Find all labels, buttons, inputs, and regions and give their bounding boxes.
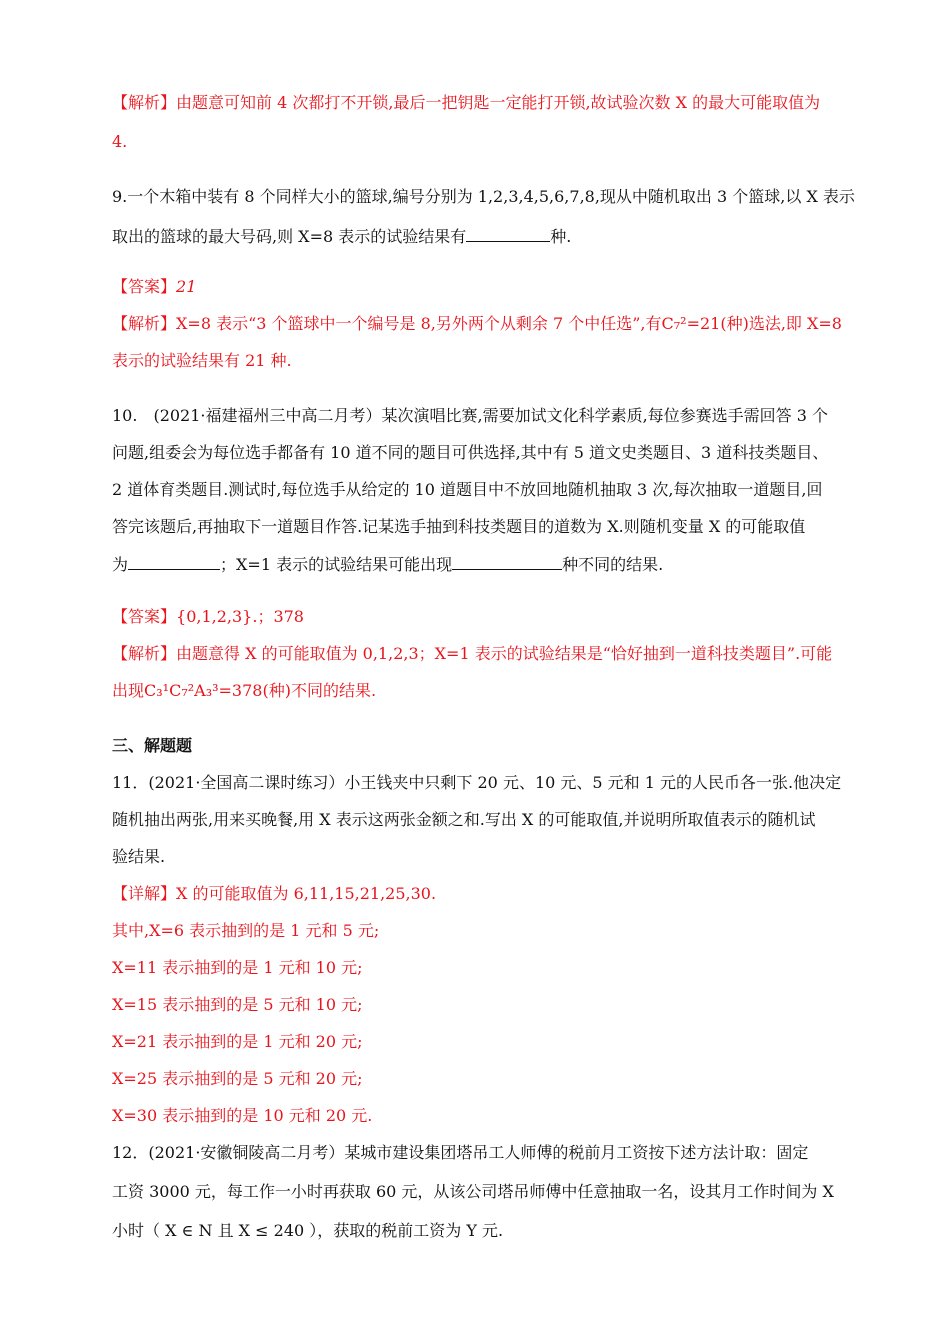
q10-line5-prefix: 为 [112,555,129,574]
detail-text: X 的可能取值为 6,11,15,21,25,30. [176,884,437,903]
jiexi-text: 由题意得 X 的可能取值为 0,1,2,3；X=1 表示的试验结果是“恰好抽到一道科技类题目”.可能 [176,644,833,663]
answer-value: 21 [176,277,197,296]
q12-line1: 12．(2021·安徽铜陵高二月考）某城市建设集团塔吊工人师傅的税前月工资按下述方法计取：固定 [112,1143,809,1162]
q11-line2: 随机抽出两张,用来买晚餐,用 X 表示这两张金额之和.写出 X 的可能取值,并说明所取值表示的随机试 [112,810,816,829]
q12-line3: 小时（ X ∈ N 且 X ≤ 240 ），获取的税前工资为 Y 元. [112,1221,504,1240]
q11-detail-item: X=11 表示抽到的是 1 元和 10 元; [112,958,363,977]
q9-line2 [112,225,847,248]
q10-line5-middle: ；X=1 表示的试验结果可能出现 [220,555,453,574]
answer-blank [452,553,562,570]
q10-line2: 问题,组委会为每位选手都备有 10 道不同的题目可供选择,其中有 5 道文史类题目、3 道科技类题目、 [112,443,829,462]
q11-detail-line1 [112,883,847,905]
q11-line3: 验结果. [112,847,166,866]
q11-detail-item: 其中,X=6 表示抽到的是 1 元和 5 元; [112,921,380,940]
q10-answer [112,606,847,628]
section-heading: 三、解题题 [112,736,193,755]
answer-label: 【答案】 [112,607,177,626]
jiexi-label: 【解析】 [112,93,177,112]
jiexi-label: 【解析】 [112,644,177,663]
answer-value: {0,1,2,3}.；378 [176,607,304,626]
q9-answer [112,276,847,298]
q10-jiexi-line1 [112,643,847,665]
q8-jiexi-line1 [112,92,847,114]
q10-line5 [112,553,847,576]
detail-label: 【详解】 [112,884,177,903]
q9-jiexi-line1 [112,313,847,335]
q10-line3: 2 道体育类题目.测试时,每位选手从给定的 10 道题目中不放回地随机抽取 3 次,每次抽取一道题目,回 [112,480,823,499]
answer-label: 【答案】 [112,277,177,296]
q9-jiexi-line2: 表示的试验结果有 21 种. [112,351,292,370]
jiexi-text: 由题意可知前 4 次都打不开锁,最后一把钥匙一定能打开锁,故试验次数 X 的最大可能取值为 [176,93,821,112]
answer-blank [466,225,550,242]
q8-jiexi-line2: 4. [112,132,128,151]
q11-detail-item: X=21 表示抽到的是 1 元和 20 元; [112,1032,363,1051]
q9-line1: 9.一个木箱中装有 8 个同样大小的篮球,编号分别为 1,2,3,4,5,6,7,8,现从中随机取出 3 个篮球,以 X 表示 [112,187,855,206]
q10-line4: 答完该题后,再抽取下一道题目作答.记某选手抽到科技类题目的道数为 X.则随机变量 X 的可能取值 [112,517,806,536]
q10-jiexi-line2: 出现C₃¹C₇²A₃³=378(种)不同的结果. [112,681,377,700]
q9-line2-suffix: 种. [550,227,572,246]
q12-line2: 工资 3000 元，每工作一小时再获取 60 元，从该公司塔吊师傅中任意抽取一名，设其月工作时间为 X [112,1182,834,1201]
jiexi-label: 【解析】 [112,314,177,333]
jiexi-text: X=8 表示“3 个篮球中一个编号是 8,另外两个从剩余 7 个中任选”,有C₇²=21(种)选法,即 X=8 [176,314,842,333]
q11-detail-item: X=15 表示抽到的是 5 元和 10 元; [112,995,363,1014]
q11-line1: 11．(2021·全国高二课时练习）小王钱夹中只剩下 20 元、10 元、5 元和 1 元的人民币各一张.他决定 [112,773,842,792]
q10-line5-suffix: 种不同的结果. [562,555,664,574]
answer-blank [128,553,220,570]
q11-detail-item: X=25 表示抽到的是 5 元和 20 元; [112,1069,363,1088]
q9-line2-text: 取出的篮球的最大号码,则 X=8 表示的试验结果有 [112,227,467,246]
q10-line1: 10. (2021·福建福州三中高二月考）某次演唱比赛,需要加试文化科学素质,每位参赛选手需回答 3 个 [112,406,829,425]
q11-detail-item: X=30 表示抽到的是 10 元和 20 元. [112,1106,373,1125]
